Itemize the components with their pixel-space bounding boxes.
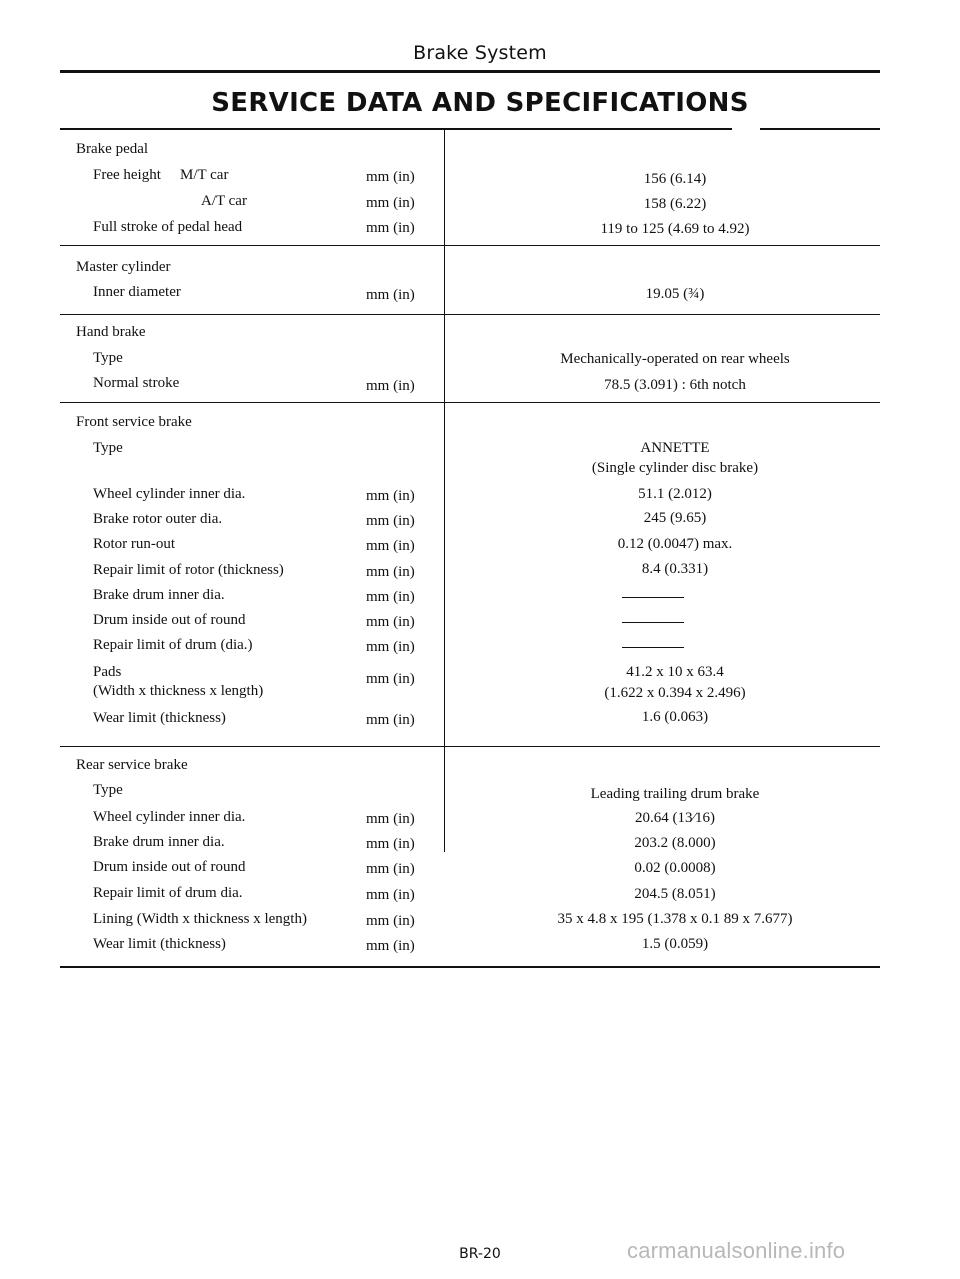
row-label: Type: [93, 440, 123, 456]
section-heading: Front service brake: [76, 414, 192, 430]
value-cell: 20.64 (13⁄16): [635, 810, 715, 826]
unit-cell: mm (in): [366, 513, 415, 529]
row-label: Inner diameter: [93, 284, 181, 300]
unit-cell: mm (in): [366, 220, 415, 236]
row-label: Repair limit of rotor (thickness): [93, 562, 284, 578]
unit-cell: mm (in): [366, 169, 415, 185]
not-applicable-dash: [622, 597, 684, 598]
section-rule: [60, 314, 880, 315]
row-label: Brake drum inner dia.: [93, 834, 225, 850]
value-cell: 0.02 (0.0008): [634, 860, 716, 876]
unit-cell: mm (in): [366, 589, 415, 605]
section-heading: Brake pedal: [76, 141, 149, 157]
row-label: Full stroke of pedal head: [93, 219, 243, 235]
unit-cell: mm (in): [366, 287, 415, 303]
unit-cell: mm (in): [366, 488, 415, 504]
value-cell: 119 to 125 (4.69 to 4.92): [600, 221, 750, 237]
row-label: Type: [93, 350, 123, 366]
row-label: Type: [93, 782, 123, 798]
row-label: Wear limit (thickness): [93, 936, 226, 952]
value-cell: 1.6 (0.063): [641, 709, 709, 725]
row-label: M/T car: [180, 167, 229, 183]
value-cell: 35 x 4.8 x 195 (1.378 x 0.1 89 x 7.677): [557, 911, 793, 927]
value-cell: 158 (6.22): [643, 196, 707, 212]
unit-cell: mm (in): [366, 378, 415, 394]
value-cell: Leading trailing drum brake: [590, 786, 760, 802]
section-rule: [60, 402, 880, 403]
row-label: Rotor run-out: [93, 536, 176, 552]
row-label: Brake drum inner dia.: [93, 587, 225, 603]
row-label: Repair limit of drum (dia.): [93, 637, 253, 653]
watermark: carmanualsonline.info: [627, 1238, 846, 1263]
unit-cell: mm (in): [366, 195, 415, 211]
unit-cell: mm (in): [366, 887, 415, 903]
section-heading: Hand brake: [76, 324, 146, 340]
unit-cell: mm (in): [366, 836, 415, 852]
row-label: Repair limit of drum dia.: [93, 885, 243, 901]
value-cell: 203.2 (8.000): [634, 835, 716, 851]
row-label: Brake rotor outer dia.: [93, 511, 223, 527]
section-rule: [60, 746, 880, 747]
value-cell: ANNETTE: [640, 440, 710, 456]
unit-cell: mm (in): [366, 671, 415, 687]
value-cell: 41.2 x 10 x 63.4: [626, 664, 724, 680]
page-title: SERVICE DATA AND SPECIFICATIONS: [211, 88, 749, 118]
value-cell: 0.12 (0.0047) max.: [617, 536, 733, 552]
row-label: Pads: [93, 664, 122, 680]
unit-cell: mm (in): [366, 614, 415, 630]
row-label: A/T car: [201, 193, 247, 209]
unit-cell: mm (in): [366, 712, 415, 728]
row-label: Drum inside out of round: [93, 859, 246, 875]
value-cell: 156 (6.14): [643, 171, 707, 187]
row-label: Wheel cylinder inner dia.: [93, 809, 246, 825]
running-header: Brake System: [413, 42, 547, 64]
not-applicable-dash: [622, 622, 684, 623]
row-label: Wheel cylinder inner dia.: [93, 486, 246, 502]
value-cell: 245 (9.65): [643, 510, 707, 526]
value-cell: 51.1 (2.012): [638, 486, 712, 502]
section-rule: [60, 245, 880, 246]
section-heading: Rear service brake: [76, 757, 188, 773]
value-cell: 1.5 (0.059): [641, 936, 709, 952]
value-cell: 19.05 (¾): [645, 286, 705, 302]
value-cell: 78.5 (3.091) : 6th notch: [604, 377, 746, 393]
unit-cell: mm (in): [366, 938, 415, 954]
value-cell: 204.5 (8.051): [634, 886, 716, 902]
row-label: Wear limit (thickness): [93, 710, 226, 726]
row-label: (Width x thickness x length): [93, 683, 264, 699]
row-label: Normal stroke: [93, 375, 180, 391]
table-bottom-rule: [60, 966, 880, 968]
value-cell: (Single cylinder disc brake): [591, 460, 759, 476]
unit-cell: mm (in): [366, 861, 415, 877]
row-label: Lining (Width x thickness x length): [93, 911, 307, 927]
row-label: Drum inside out of round: [93, 612, 246, 628]
not-applicable-dash: [622, 647, 684, 648]
unit-cell: mm (in): [366, 811, 415, 827]
unit-cell: mm (in): [366, 913, 415, 929]
value-cell: Mechanically-operated on rear wheels: [560, 351, 790, 367]
unit-cell: mm (in): [366, 564, 415, 580]
unit-cell: mm (in): [366, 538, 415, 554]
unit-cell: mm (in): [366, 639, 415, 655]
section-heading: Master cylinder: [76, 259, 171, 275]
page-number: BR-20: [459, 1246, 501, 1262]
row-label: Free height: [93, 167, 161, 183]
value-cell: (1.622 x 0.394 x 2.496): [604, 685, 746, 701]
value-cell: 8.4 (0.331): [641, 561, 709, 577]
